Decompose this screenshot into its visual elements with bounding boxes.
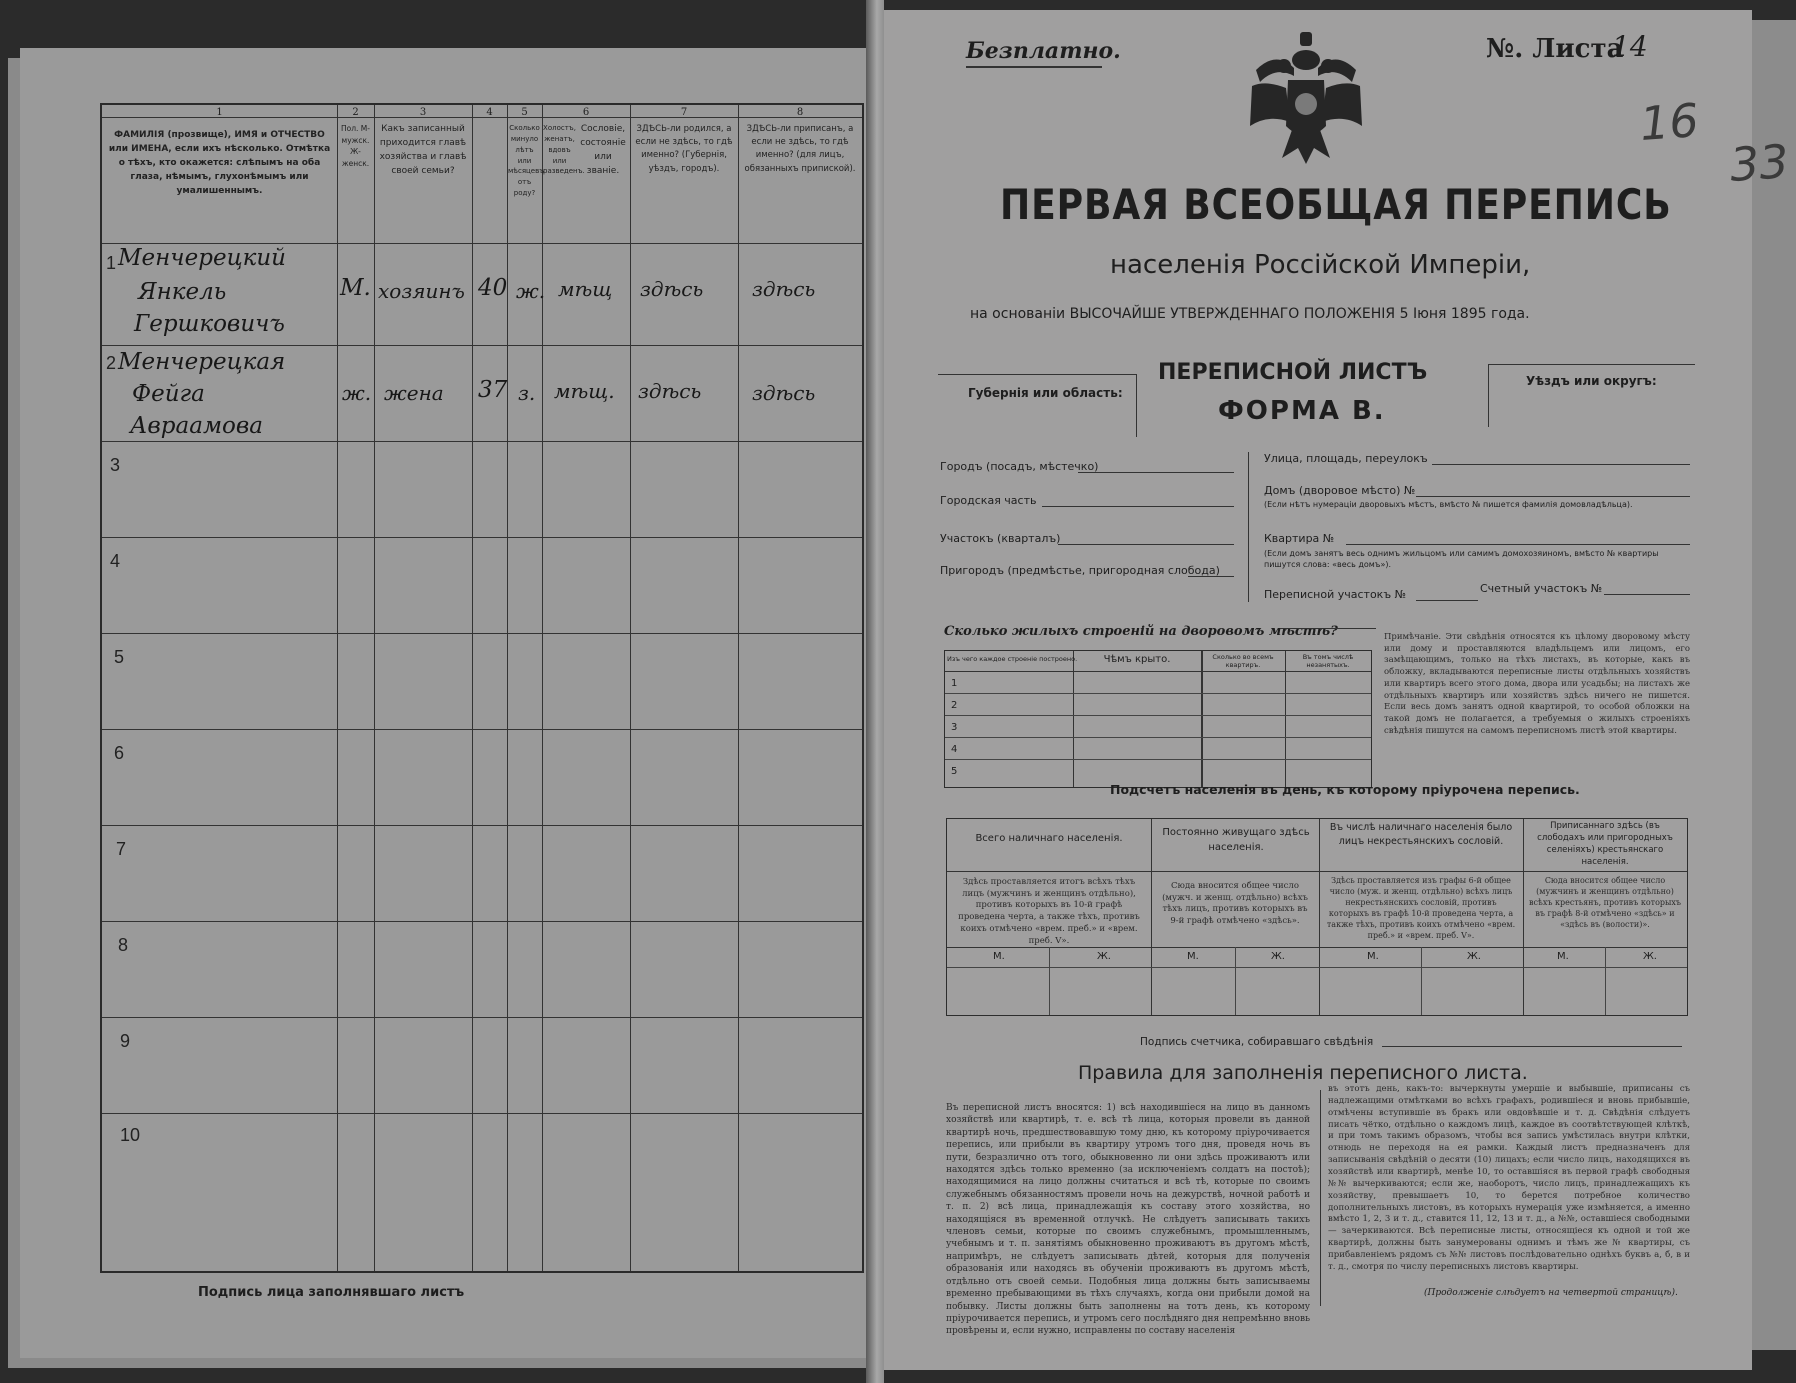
buildings-table bbox=[944, 650, 1372, 788]
free-underline bbox=[966, 66, 1102, 68]
pencil-mark-16: 16 bbox=[1638, 93, 1701, 151]
field-apartment: Квартира № bbox=[1264, 532, 1335, 545]
buildings-row-line bbox=[945, 693, 1371, 694]
buildings-row-num: 5 bbox=[951, 766, 958, 777]
row1-relation: хозяинъ bbox=[378, 279, 465, 303]
count-zh-label: Ж. bbox=[1271, 951, 1285, 962]
count-head-permanent: Постоянно живущаго здѣсь населенія. bbox=[1162, 827, 1310, 853]
col-line bbox=[472, 105, 473, 1271]
form-title: ПЕРЕПИСНОЙ ЛИСТЪ bbox=[1158, 360, 1428, 385]
row-line bbox=[102, 537, 862, 538]
field-apartment-note: (Если домъ занятъ весь однимъ жильцомъ или самимъ домохозяиномъ, вмѣсто № квартиры пишутся слова: «весь домъ»). bbox=[1264, 549, 1659, 570]
row2-surname: Менчерецкая bbox=[118, 349, 286, 375]
field-suburb-line[interactable] bbox=[1188, 576, 1234, 577]
buildings-row-line bbox=[945, 759, 1371, 760]
imperial-eagle-emblem bbox=[1246, 30, 1366, 168]
row-number: 8 bbox=[118, 935, 129, 955]
count-zh-label: Ж. bbox=[1643, 951, 1657, 962]
col-number: 2 bbox=[352, 107, 359, 118]
count-body-peasants: Сюда вносится общее число (мужчинъ и женщинъ отдѣльно) всѣхъ крестьянъ, противъ которыхъ въ графѣ 8-й отмѣчено «здѣсь» и «здѣсь въ (волости)». bbox=[1529, 876, 1681, 930]
row2-registered: здѣсь bbox=[752, 381, 816, 405]
row-line bbox=[102, 921, 862, 922]
row-number: 4 bbox=[110, 551, 121, 571]
row2-relation: жена bbox=[384, 381, 444, 405]
household-table bbox=[100, 103, 864, 1273]
row2-patronymic: Авраамова bbox=[130, 413, 263, 439]
header-relation: Какъ записанный приходится главѣ хозяйства и главѣ своей семьи? bbox=[379, 124, 467, 176]
field-city-part-line[interactable] bbox=[1042, 506, 1234, 507]
field-city-line[interactable] bbox=[1078, 472, 1234, 473]
count-body-noncrest: Здѣсь проставляется изъ графы 6-й общее число (муж. и женщ. отдѣльно) всѣхъ лицъ некрестьянскихъ сословій, противъ которыхъ въ графѣ 10-й проведена черта, а также тѣхъ, противъ коихъ отмѣчено «врем. преб.» и «врем. преб. V». bbox=[1326, 876, 1516, 941]
row1-surname: Менчерецкий bbox=[118, 245, 286, 271]
count-m-label: М. bbox=[1557, 951, 1569, 962]
count-head-line bbox=[947, 871, 1687, 872]
row1-marital: ж. bbox=[516, 279, 546, 303]
header-name: ФАМИЛІЯ (прозвище), ИМЯ и ОТЧЕСТВО или ИМЕНА, если ихъ нѣсколько. Отмѣтка о тѣхъ, кто окажется: слѣпымъ на оба глаза, нѣмымъ, глухонѣмымъ или умалишеннымъ. bbox=[108, 130, 331, 196]
header-estate: Сословіе, состояніе или званіе. bbox=[580, 124, 626, 176]
count-head-total: Всего наличнаго населенія. bbox=[975, 833, 1123, 844]
count-body-total: Здѣсь проставляется итогъ всѣхъ тѣхъ лицъ (мужчинъ и женщинъ отдѣльно), противъ которыхъ въ 10-й графѣ проведена черта, а также тѣхъ, противъ коихъ отмѣчено «врем. преб.» и «врем. преб. V». bbox=[958, 877, 1140, 946]
count-title: Подсчетъ населенія въ день, къ которому пріурочена перепись. bbox=[1110, 782, 1580, 797]
field-house-line[interactable] bbox=[1416, 496, 1690, 497]
census-subtitle: населенія Россійской Имперіи, bbox=[1110, 250, 1531, 280]
count-zh-label: Ж. bbox=[1467, 951, 1481, 962]
rules-left-column: Въ переписной листъ вносятся: 1) всѣ находившіеся на лицо въ данномъ хозяйствѣ или квартирѣ, т. е. всѣ тѣ лица, которыя провели въ данной квартирѣ ночь, предшествовавшую тому дню, къ которому пріурочивается перепись, или прибыли въ квартиру утромъ того дня, проведя ночь въ пути, безразлично отъ того, обыкновенно ли они здѣсь проживаютъ или находятся здѣсь только временно (за исключеніемъ солдатъ на постоѣ); находящимися на лицо должны считаться и всѣ тѣ, которые по своимъ служебнымъ обязанностямъ провели ночь на дежурствѣ, ночной работѣ и т. п. 2) всѣ лица, принадлежащія къ составу этого хозяйства, но находящіяся въ временной отлучкѣ. Не слѣдуетъ записывать такихъ членовъ семьи, которые по своимъ служебнымъ, промышленнымъ, учебнымъ и т. п. занятіямъ обыкновенно проживаютъ въ другомъ мѣстѣ, напримѣръ, не слѣдуетъ записывать дѣтей, которыя для полученія образованія или находясь въ обученіи проживаютъ въ другомъ мѣстѣ, отдѣльно отъ своей семьи. Подобныя лица должны быть записываемы временно пребывающими въ тѣхъ случаяхъ, когда они прибыли домой на побывку. Листы должны быть заполнены на тотъ день, къ которому пріурочивается перепись, и утромъ сего послѣдняго дня непремѣнно вновь провѣрены и, если нужно, исправлены по составу населенія bbox=[946, 1103, 1310, 1337]
district-label: Уѣздъ или округъ: bbox=[1526, 374, 1657, 388]
col-line bbox=[337, 105, 338, 1271]
field-street-line[interactable] bbox=[1432, 464, 1690, 465]
row1-sex: М. bbox=[340, 275, 371, 301]
filler-signature-label: Подпись лица заполнявшаго листъ bbox=[198, 1285, 465, 1300]
header-sex: Пол. М-мужск. Ж-женск. bbox=[341, 124, 370, 168]
count-m-label: М. bbox=[1367, 951, 1379, 962]
row-line bbox=[102, 345, 862, 346]
row-number: 7 bbox=[116, 839, 127, 859]
count-mf-split bbox=[1235, 947, 1236, 1015]
field-apartment-line[interactable] bbox=[1346, 544, 1690, 545]
header-marital: Холостъ, женатъ, вдовъ или разведенъ. bbox=[543, 124, 585, 176]
row2-marital: з. bbox=[518, 381, 536, 405]
buildings-head-roof: Чѣмъ крыто. bbox=[1103, 654, 1171, 665]
count-zh-label: Ж. bbox=[1097, 951, 1111, 962]
buildings-row-line bbox=[945, 715, 1371, 716]
row1-patronymic: Гершковичъ bbox=[134, 311, 285, 337]
row-line bbox=[102, 1113, 862, 1114]
continued-note: (Продолженіе слѣдуетъ на четвертой страницѣ). bbox=[1424, 1288, 1678, 1298]
field-city: Городъ (посадъ, мѣстечко) bbox=[940, 460, 1099, 473]
row2-sex: ж. bbox=[342, 381, 372, 405]
buildings-head-vacant: Въ томъ числѣ незанятыхъ. bbox=[1302, 653, 1354, 669]
field-city-part: Городская часть bbox=[940, 494, 1037, 507]
row-number: 10 bbox=[120, 1125, 141, 1145]
population-count-table bbox=[946, 818, 1688, 1016]
col-line bbox=[374, 105, 375, 1271]
row-line bbox=[102, 729, 862, 730]
row-number: 9 bbox=[120, 1031, 131, 1051]
row1-firstname: Янкель bbox=[138, 279, 227, 305]
row-line bbox=[102, 1017, 862, 1018]
row-line bbox=[102, 825, 862, 826]
row-number: 3 bbox=[110, 455, 121, 475]
row2-firstname: Фейга bbox=[132, 381, 205, 407]
sheet-number-label: №. Листа bbox=[1486, 34, 1624, 64]
buildings-header-line bbox=[945, 671, 1371, 672]
rules-title: Правила для заполненія переписного листа. bbox=[1078, 1062, 1528, 1084]
pencil-mark-33: 33 bbox=[1728, 134, 1791, 192]
buildings-head-apartments: Сколько во всемъ квартиръ. bbox=[1212, 653, 1274, 669]
row2-estate: мѣщ. bbox=[554, 379, 615, 403]
count-col-line bbox=[1151, 819, 1152, 1015]
buildings-question-line[interactable] bbox=[1280, 628, 1376, 629]
buildings-question: Сколько жилыхъ строеній на дворовомъ мѣстѣ? bbox=[944, 624, 1338, 639]
count-m-label: М. bbox=[1187, 951, 1199, 962]
col-number: 7 bbox=[680, 107, 688, 118]
count-mf-split bbox=[1421, 947, 1422, 1015]
col-number: 8 bbox=[796, 107, 804, 118]
field-census-district-line[interactable] bbox=[1416, 600, 1478, 601]
col-number: 5 bbox=[521, 107, 528, 118]
header-registered: ЗДѢСЬ-ли приписанъ, а если не здѣсь, то гдѣ именно? (для лицъ, обязанныхъ припиской). bbox=[744, 124, 856, 174]
col-number: 3 bbox=[419, 107, 427, 118]
counter-signature-line[interactable] bbox=[1382, 1046, 1682, 1047]
row-line bbox=[102, 633, 862, 634]
row2-age: 37 bbox=[478, 377, 508, 403]
sheet-number-value: 14 bbox=[1612, 30, 1648, 63]
row1-birthplace: здѣсь bbox=[640, 277, 704, 301]
header-line bbox=[102, 243, 862, 244]
buildings-note: Примѣчаніе. Эти свѣдѣнія относятся къ цѣлому дворовому мѣсту или дому и проставляются владѣльцемъ или лицомъ, его замѣщающимъ, только на тѣхъ листахъ, въ которые, какъ въ обложку, вкладываются переписные листы отдѣльныхъ хозяйствъ или квартиръ всего этого дома, двора или усадьбы; на листахъ же отдѣльныхъ квартиръ или хозяйствъ здѣсь ничего не пишется. Если весь домъ занятъ одной квартирой, то особой обложки на такой домъ не полагается, а требуемыя о жилыхъ строеніяхъ свѣдѣнія пишутся на самомъ переписномъ листѣ этой квартиры. bbox=[1384, 632, 1690, 736]
count-mf-split bbox=[1049, 947, 1050, 1015]
field-quarter: Участокъ (кварталъ) bbox=[940, 532, 1061, 545]
census-title: ПЕРВАЯ ВСЕОБЩАЯ ПЕРЕПИСЬ bbox=[1000, 180, 1672, 229]
row-line bbox=[102, 441, 862, 442]
count-col-line bbox=[1523, 819, 1524, 1015]
count-mf-line bbox=[947, 967, 1687, 968]
row1-age: 40 bbox=[478, 275, 508, 301]
count-head-peasants: Приписаннаго здѣсь (въ слободахъ или пригородныхъ селеніяхъ) крестьянскаго населенія. bbox=[1537, 821, 1673, 867]
free-label: Безплатно. bbox=[966, 38, 1121, 64]
province-box bbox=[938, 374, 1137, 437]
counter-signature-label: Подпись счетчика, собиравшаго свѣдѣнія bbox=[1140, 1036, 1374, 1048]
count-body-permanent: Сюда вносится общее число (мужч. и женщ. отдѣльно) всѣхъ тѣхъ лицъ, противъ которыхъ въ 9-й графѣ отмѣчено «здѣсь». bbox=[1162, 881, 1308, 927]
province-label: Губернія или область: bbox=[968, 386, 1123, 400]
buildings-row-num: 1 bbox=[951, 678, 958, 689]
col-number: 4 bbox=[486, 107, 493, 118]
buildings-row-num: 4 bbox=[951, 744, 958, 755]
field-street: Улица, площадь, переулокъ bbox=[1264, 452, 1428, 465]
count-mf-split bbox=[1605, 947, 1606, 1015]
row-number: 6 bbox=[114, 743, 125, 763]
rules-divider bbox=[1320, 1090, 1321, 1306]
row2-birthplace: здѣсь bbox=[638, 379, 702, 403]
col-number: 6 bbox=[582, 107, 590, 118]
count-col-line bbox=[1319, 819, 1320, 1015]
row-number: 5 bbox=[114, 647, 125, 667]
col-number: 1 bbox=[216, 107, 223, 118]
header-birthplace: ЗДѢСЬ-ли родился, а если не здѣсь, то гдѣ именно? (Губернія, уѣздъ, городъ). bbox=[635, 124, 733, 174]
row-number: 1 bbox=[106, 253, 117, 273]
address-divider bbox=[1248, 452, 1249, 602]
col-line bbox=[738, 105, 739, 1271]
buildings-row-line bbox=[945, 737, 1371, 738]
field-house-note: (Если нѣтъ нумераціи дворовыхъ мѣстъ, вмѣсто № пишется фамилія домовладѣльца). bbox=[1264, 500, 1633, 509]
buildings-row-num: 3 bbox=[951, 722, 958, 733]
header-age: Сколько минуло лѣтъ или мѣсяцевъ отъ роду? bbox=[508, 124, 545, 198]
field-count-district-line[interactable] bbox=[1604, 594, 1690, 595]
buildings-row-num: 2 bbox=[951, 700, 958, 711]
field-quarter-line[interactable] bbox=[1058, 544, 1234, 545]
field-census-district: Переписной участокъ № bbox=[1264, 588, 1407, 601]
row1-registered: здѣсь bbox=[752, 277, 816, 301]
form-subtitle: ФОРМА В. bbox=[1218, 396, 1386, 426]
count-m-label: М. bbox=[993, 951, 1005, 962]
count-head-noncrest: Въ числѣ наличнаго населенія было лицъ некрестьянскихъ сословій. bbox=[1329, 822, 1513, 847]
row-number: 2 bbox=[106, 353, 117, 373]
book-gutter bbox=[866, 0, 884, 1383]
buildings-head-material: Изъ чего каждое строеніе построено. bbox=[947, 655, 1078, 663]
census-basis: на основаніи ВЫСОЧАЙШЕ УТВЕРЖДЕННАГО ПОЛОЖЕНІЯ 5 Іюня 1895 года. bbox=[970, 306, 1530, 322]
rules-right-column: въ этотъ день, какъ-то: вычеркнуты умершіе и выбывшіе, приписаны съ надлежащими отмѣтками во всѣхъ графахъ, родившіеся и вновь прибывшіе, отмѣчены вступившіе въ бракъ или овдовѣвшіе и т. д. Свѣдѣнія слѣдуетъ писать чётко, отдѣльно о каждомъ лицѣ, каждое въ соотвѣтствующей клѣткѣ, и при томъ такимъ образомъ, чтобы вся запись умѣстилась внутри клѣтки, отнюдь не переходя на ея рамки. Каждый листъ предназначенъ для записыванія свѣдѣній о десяти (10) лицахъ; если число лицъ, находящихся въ хозяйствѣ или квартирѣ, менѣе 10, то оставшіяся въ первой графѣ свободныя №№ вычеркиваются; если же, наоборотъ, число лицъ, принадлежащихъ къ хозяйству, превышаетъ 10, то берется потребное количество дополнительныхъ листовъ, въ которыхъ нумерація уже измѣняется, а именно вмѣсто 1, 2, 3 и т. д., ставится 11, 12, 13 и т. д., а №№, оставшіеся свободными — зачеркиваются. Всѣ переписные листы, относящіеся къ одной и той же квартирѣ, должны быть занумерованы однимъ и тѣмъ же № квартиры, съ прибавленіемъ рядомъ съ №№ листовъ послѣдовательно однѣхъ буквъ а, б, в и т. д., смотря по числу переписныхъ листовъ квартиры. bbox=[1328, 1084, 1690, 1272]
row1-estate: мѣщ bbox=[558, 277, 613, 301]
field-suburb: Пригородъ (предмѣстье, пригородная слобода) bbox=[940, 564, 1220, 577]
field-house: Домъ (дворовое мѣсто) № bbox=[1264, 484, 1416, 497]
field-count-district: Счетный участокъ № bbox=[1480, 582, 1603, 595]
col-line bbox=[630, 105, 631, 1271]
